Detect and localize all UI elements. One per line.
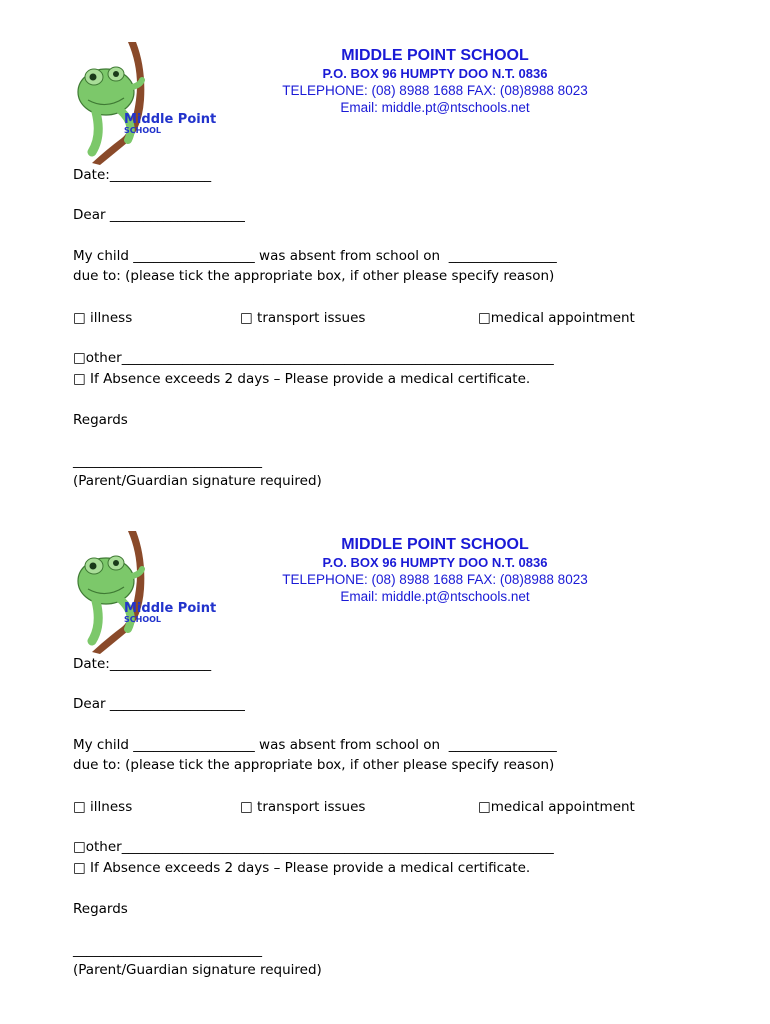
medical-appointment-checkbox[interactable]: □medical appointment xyxy=(478,799,635,815)
dear-field[interactable]: Dear ____________________ xyxy=(73,207,245,223)
school-header xyxy=(240,535,630,605)
medical-appointment-checkbox[interactable]: □medical appointment xyxy=(478,310,635,326)
po-box: P.O. BOX 96 HUMPTY DOO N.T. 0836 xyxy=(322,66,548,81)
signature-label: (Parent/Guardian signature required) xyxy=(73,962,322,978)
child-absent-line[interactable]: My child __________________ was absent from school on ________________ xyxy=(73,248,557,264)
transport-issues-checkbox[interactable]: □ transport issues xyxy=(240,310,366,326)
due-to-instructions: due to: (please tick the appropriate box, if other please specify reason) xyxy=(73,268,555,284)
school-logo xyxy=(66,529,226,654)
transport-issues-checkbox[interactable]: □ transport issues xyxy=(240,799,366,815)
email-line: Email: middle.pt@ntschools.net xyxy=(340,589,530,604)
date-field[interactable]: Date:_______________ xyxy=(73,656,212,672)
school-name: MIDDLE POINT SCHOOL xyxy=(341,47,529,64)
telephone-line: TELEPHONE: (08) 8988 1688 FAX: (08)8988 8023 xyxy=(282,572,588,587)
medical-certificate-notice[interactable]: □ If Absence exceeds 2 days – Please provide a medical certificate. xyxy=(73,371,531,387)
regards-text: Regards xyxy=(73,412,128,428)
school-name: MIDDLE POINT SCHOOL xyxy=(341,536,529,553)
school-logo xyxy=(66,40,226,165)
absence-form-1 xyxy=(0,0,770,490)
medical-certificate-notice[interactable]: □ If Absence exceeds 2 days – Please provide a medical certificate. xyxy=(73,860,531,876)
absence-form-2 xyxy=(0,489,770,979)
telephone-line: TELEPHONE: (08) 8988 1688 FAX: (08)8988 8023 xyxy=(282,83,588,98)
frog-logo-icon xyxy=(66,40,226,165)
other-reason-field[interactable]: □other________________________________________________________________ xyxy=(73,350,554,366)
child-absent-line[interactable]: My child __________________ was absent from school on ________________ xyxy=(73,737,557,753)
signature-field[interactable]: ____________________________ xyxy=(73,942,262,958)
signature-label: (Parent/Guardian signature required) xyxy=(73,473,322,489)
logo-subtext: SCHOOL xyxy=(124,126,162,135)
logo-text: Middle Point xyxy=(124,112,217,127)
po-box: P.O. BOX 96 HUMPTY DOO N.T. 0836 xyxy=(322,555,548,570)
logo-subtext: SCHOOL xyxy=(124,615,162,624)
other-reason-field[interactable]: □other________________________________________________________________ xyxy=(73,839,554,855)
signature-field[interactable]: ____________________________ xyxy=(73,453,262,469)
frog-logo-icon xyxy=(66,529,226,654)
regards-text: Regards xyxy=(73,901,128,917)
date-field[interactable]: Date:_______________ xyxy=(73,167,212,183)
due-to-instructions: due to: (please tick the appropriate box, if other please specify reason) xyxy=(73,757,555,773)
illness-checkbox[interactable]: □ illness xyxy=(73,799,133,815)
school-header xyxy=(240,46,630,116)
dear-field[interactable]: Dear ____________________ xyxy=(73,696,245,712)
email-line: Email: middle.pt@ntschools.net xyxy=(340,100,530,115)
illness-checkbox[interactable]: □ illness xyxy=(73,310,133,326)
logo-text: Middle Point xyxy=(124,601,217,616)
